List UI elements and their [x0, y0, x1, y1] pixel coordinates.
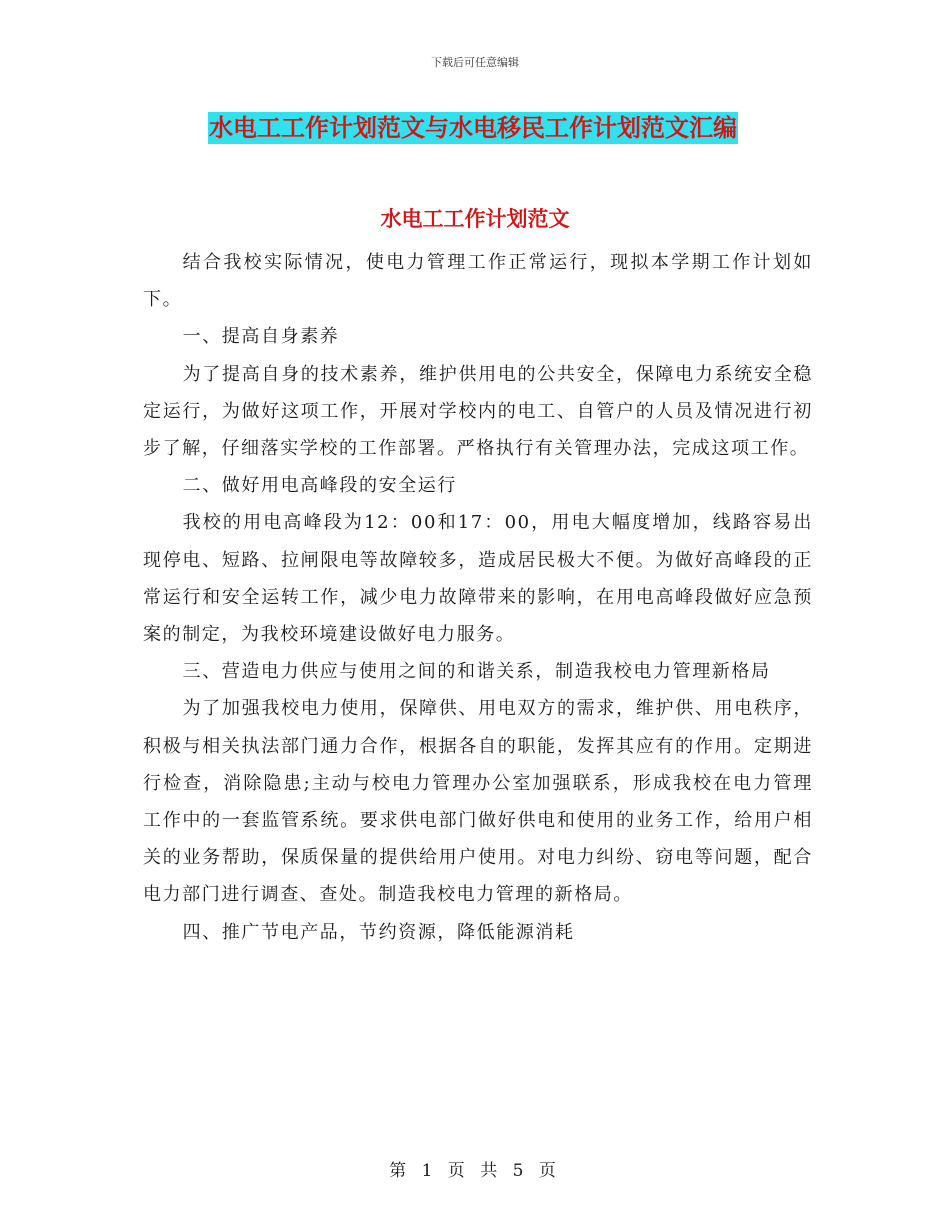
- document-body: [143, 244, 813, 951]
- paragraph-peak-safety: 我校的用电高峰段为12：00和17：00，用电大幅度增加，线路容易出现停电、短路、拉闸限电等故障较多，造成居民极大不便。为做好高峰段的正常运行和安全运转工作，减少电力故障带来的影响，在用电高峰段做好应急预案的制定，为我校环境建设做好电力服务。: [143, 512, 813, 646]
- heading-energy-saving: 四、推广节电产品，节约资源，降低能源消耗: [182, 921, 575, 943]
- paragraph-improve-quality: 为了提高自身的技术素养，维护供用电的公共安全，保障电力系统安全稳定运行，为做好这项工作，开展对学校内的电工、自管户的人员及情况进行初步了解，仔细落实学校的工作部署。严格执行有关管理办法，完成这项工作。: [143, 363, 813, 460]
- header-note: 下载后可任意编辑: [431, 56, 519, 69]
- section-title: 水电工工作计划范文: [380, 207, 570, 231]
- heading-harmony: 三、营造电力供应与使用之间的和谐关系，制造我校电力管理新格局: [182, 661, 771, 683]
- heading-peak-safety: 二、做好用电高峰段的安全运行: [182, 475, 457, 497]
- page-footer: 第 1 页 共 5 页: [389, 1161, 561, 1181]
- paragraph-harmony: 为了加强我校电力使用，保障供、用电双方的需求，维护供、用电秩序，积极与相关执法部门通力合作，根据各自的职能，发挥其应有的作用。定期进行检查，消除隐患;主动与校电力管理办公室加强联系，形成我校在电力管理工作中的一套监管系统。要求供电部门做好供电和使用的业务工作，给用户相关的业务帮助，保质保量的提供给用户使用。对电力纠纷、窃电等问题，配合电力部门进行调查、查处。制造我校电力管理的新格局。: [143, 698, 813, 906]
- document-title: 水电工工作计划范文与水电移民工作计划范文汇编: [209, 114, 737, 142]
- heading-improve-quality: 一、提高自身素养: [182, 326, 340, 348]
- paragraph-intro: 结合我校实际情况，使电力管理工作正常运行，现拟本学期工作计划如下。: [143, 252, 813, 311]
